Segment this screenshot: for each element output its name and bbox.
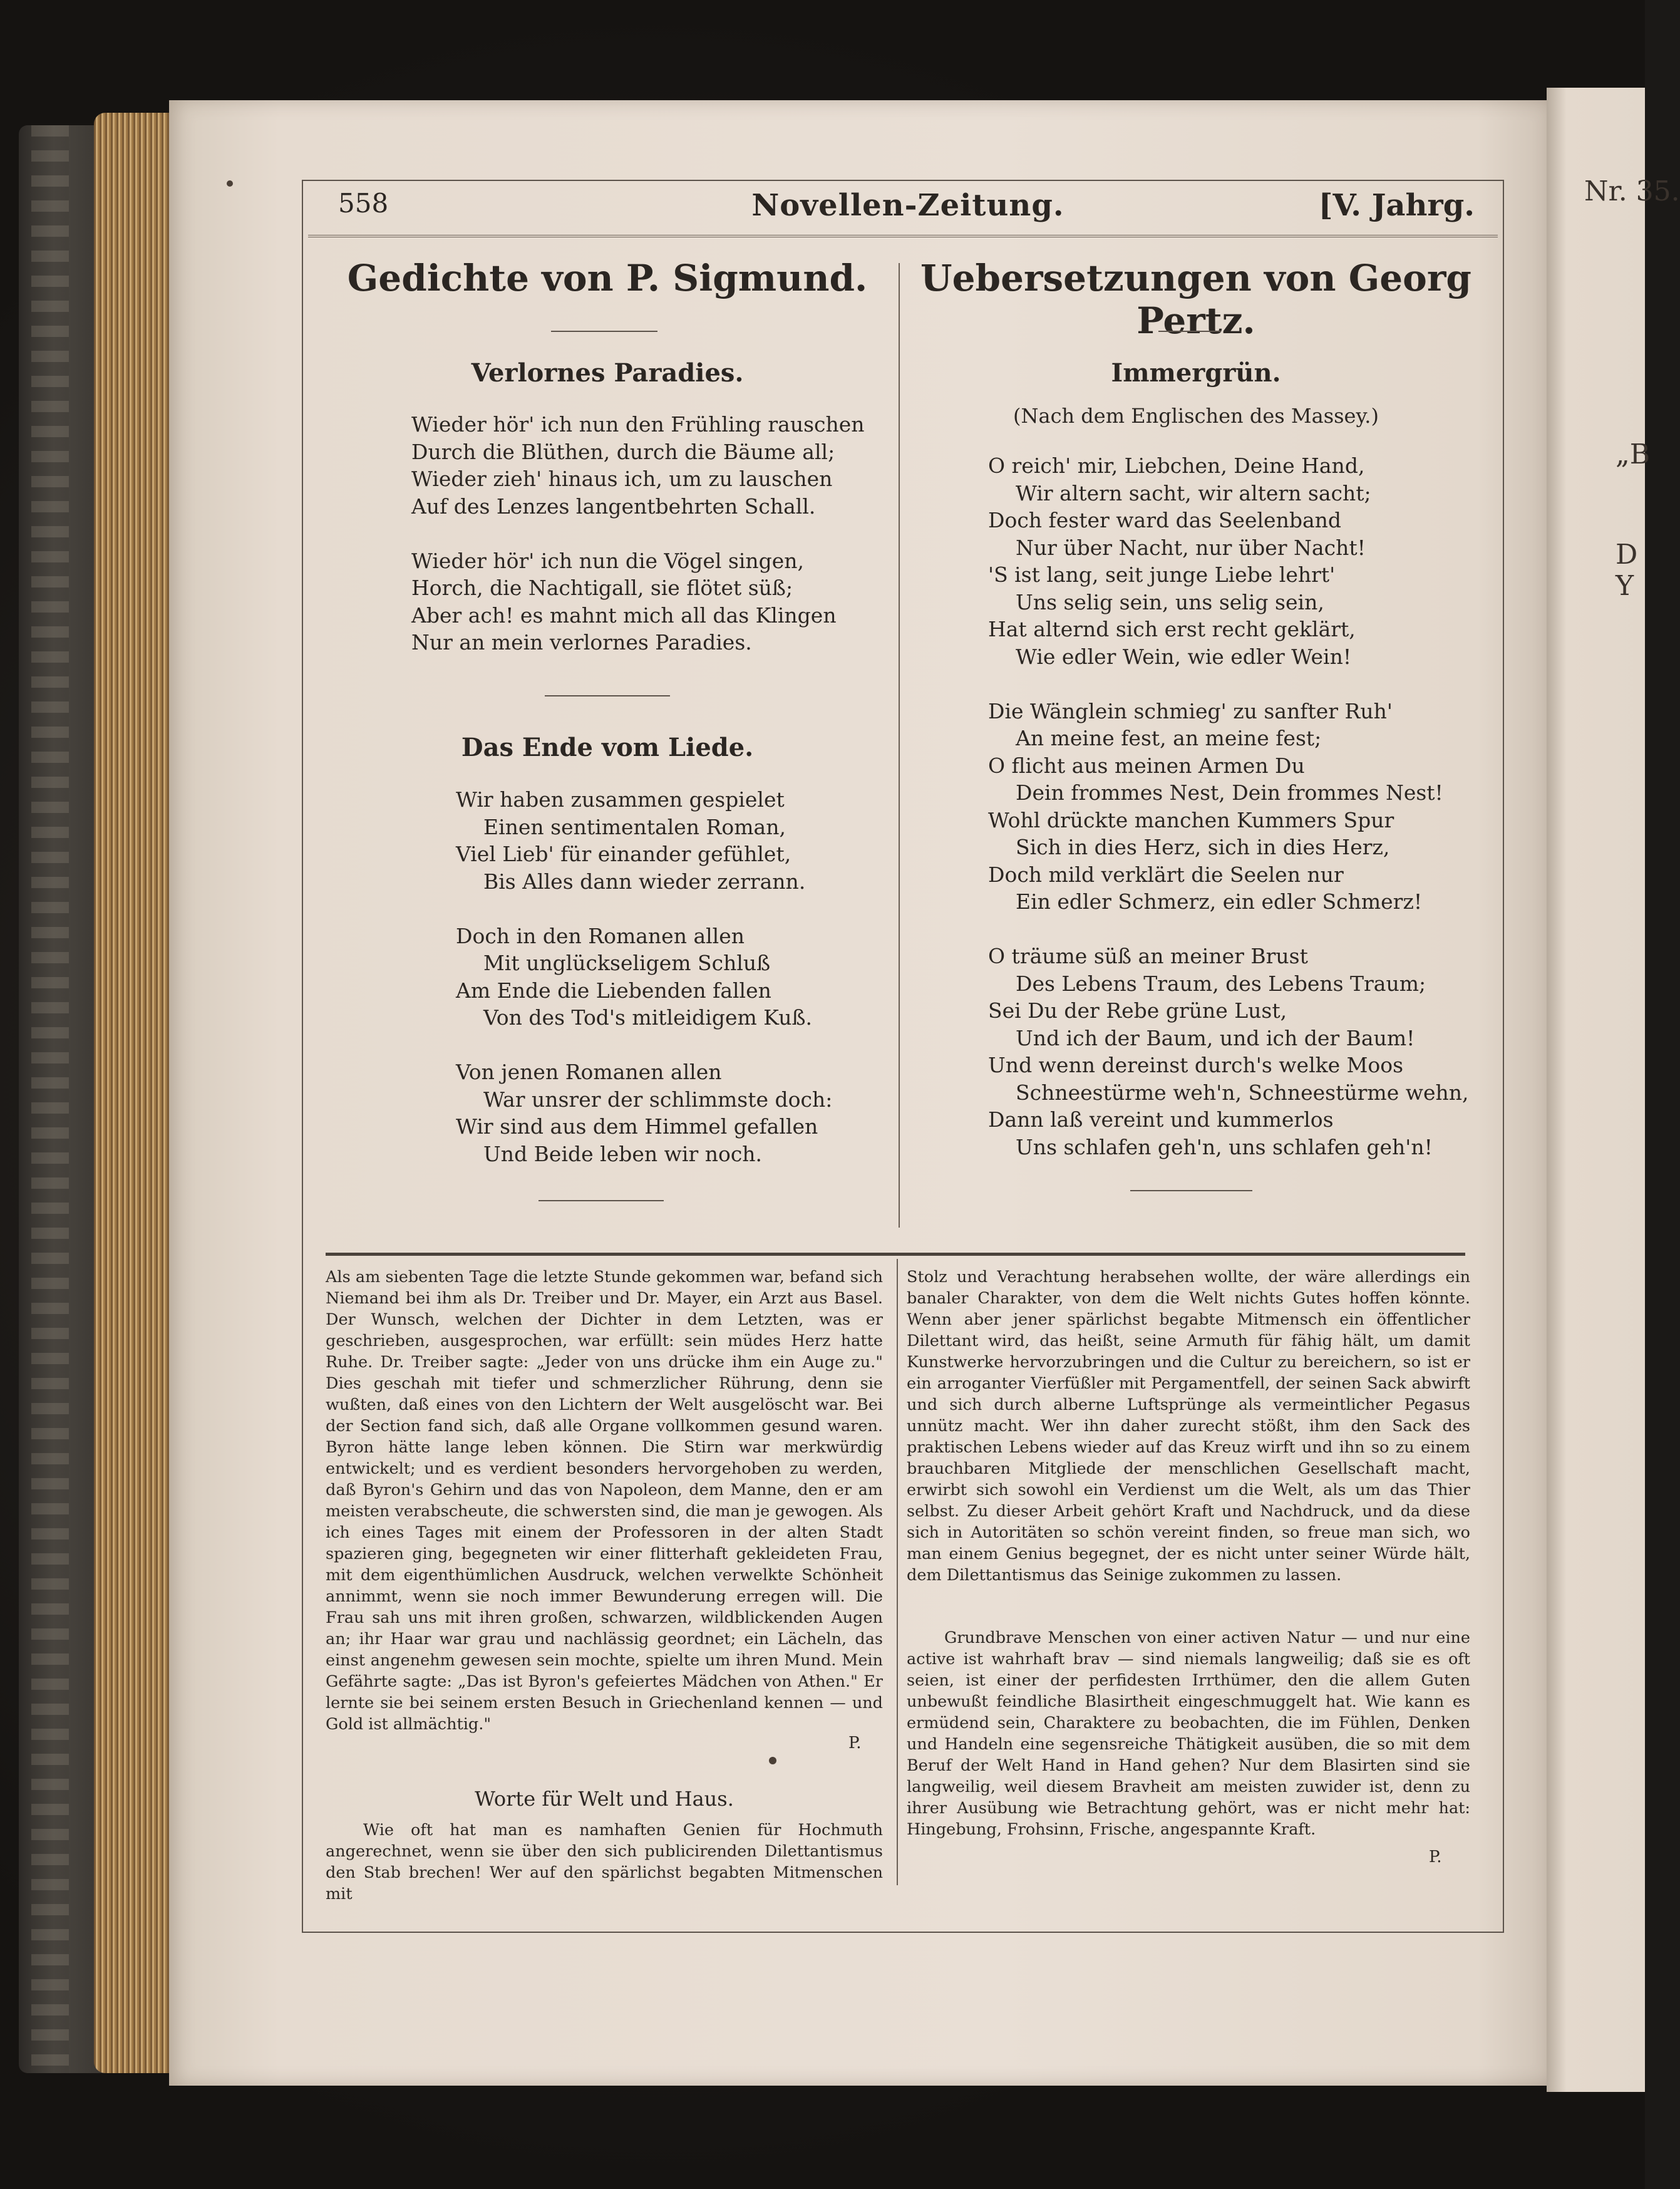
poem-line: Sei Du der Rebe grüne Lust,: [988, 998, 1287, 1023]
poem-title: Immergrün.: [1111, 358, 1281, 388]
poem-verses: [411, 411, 865, 656]
poem-title: Verlornes Paradies.: [471, 358, 744, 388]
poem-line: Die Wänglein schmieg' zu sanfter Ruh': [988, 698, 1393, 723]
poem-line: Nur an mein verlornes Paradies.: [411, 630, 752, 655]
section-title-right: Uebersetzungen von Georg Pertz.: [920, 257, 1471, 342]
poem-line: Schneestürme weh'n, Schneestürme wehn,: [1016, 1080, 1469, 1105]
poem-line: Doch mild verklärt die Seelen nur: [988, 862, 1344, 887]
poem-line: Wieder zieh' hinaus ich, um zu lauschen: [411, 467, 833, 491]
poem-line: Des Lebens Traum, des Lebens Traum;: [1016, 971, 1426, 996]
stanza-break: [456, 1032, 832, 1059]
journal-title: Novellen-Zeitung.: [751, 188, 1064, 223]
poem-line: Hat alternd sich erst recht geklärt,: [988, 617, 1356, 641]
article-paragraph: Stolz und Verachtung herabsehen wollte, der wäre allerdings ein banaler Charakter, von dem die Welt nichts Gutes hoffen könnte. Wenn aber jener spärlichst begabte Mitmensch ein öffentlicher Dilettant wird, das heißt, seine Armuth für fähig hält, um damit Kunstwerke hervorzubringen und die Cultur zu bereichern, so ist er ein arroganter Vierfüßler mit Pergamentfell, der seinen Sack abwirft und sich durch alberne Luftsprünge als vermeintlicher Pegasus unnütz macht. Wer ihn daher zurecht stößt, ihm den Sack des praktischen Lebens wieder auf das Kreuz wirft und ihn so zu einem brauchbaren Mitgliede der menschlichen Gesellschaft macht, erwirbt sich sowohl ein Verdienst um die Welt, als um das Thier selbst. Zu dieser Arbeit gehört Kraft und Nachdruck, und da diese sich in Autoritäten so schön vereint finden, so freue man sich, wo man einem Genius begegnet, der es nicht unter seiner Würde hält, dem Dilettantismus das Seinige zukommen zu lassen.: [907, 1268, 1470, 1585]
poem-line: Wieder hör' ich nun den Frühling rauschen: [411, 412, 865, 437]
ink-spot: [227, 180, 233, 187]
poem-line: Von des Tod's mitleidigem Kuß.: [483, 1005, 813, 1030]
article-paragraph: Als am siebenten Tage die letzte Stunde gekommen war, befand sich Niemand bei ihm als Dr. Treiber und Dr. Mayer, ein Arzt aus Basel. Der Wunsch, welchen der Dichter in dem Letzten, was er geschrieben, ausgesprochen, war erfüllt: sein müdes Herz hatte Ruhe. Dr. Treiber sagte: „Jeder von uns drücke ihm ein Auge zu." Dies geschah mit tiefer und schmerzlicher Rührung, denn sie wußten, daß eines von den Lichtern der Welt ausgelöscht war. Bei der Section fand sich, daß alle Organe vollkommen gesund waren. Byron hätte lange leben können. Die Stirn war merkwürdig entwickelt; und es verdient besonders hervorgehoben zu werden, daß Byron's Gehirn und das von Napoleon, dem Manne, den er am meisten verabscheute, die schwersten sind, die man je gewogen. Als ich eines Tages mit einem der Professoren in der alten Stadt spazieren ging, begegneten wir einer flitterhaft gekleideten Frau, mit dem eigenthümlichen Ausdruck, welchen verwelkte Schönheit annimmt, wenn sie noch immer Bewunderung erregen will. Die Frau sah uns mit ihren großen, schwarzen, wildblickenden Augen an; ihr Haar war grau und nachlässig geordnet; ein Lächeln, das einst angenehm gewesen sein mochte, spielte um ihren Mund. Mein Gefährte sagte: „Das ist Byron's gefeiertes Mädchen von Athen." Er lernte sie bei seinem ersten Besuch in Griechenland kennen — und Gold ist allmächtig.": [326, 1268, 883, 1734]
stanza-break: [411, 520, 865, 547]
poem-line: Wir haben zusammen gespielet: [456, 787, 785, 812]
poem-line: Doch in den Romanen allen: [456, 923, 745, 948]
title-rule: [1158, 331, 1221, 332]
poem-verses: [456, 786, 832, 1167]
poem-line: Viel Lieb' für einander gefühlet,: [456, 842, 791, 866]
poem-subtitle: (Nach dem Englischen des Massey.): [1013, 404, 1379, 428]
poem-line: Nur über Nacht, nur über Nacht!: [1016, 535, 1366, 560]
facing-page-fragment: D: [1616, 539, 1638, 571]
poem-line: O träume süß an meiner Brust: [988, 944, 1308, 968]
poem-line: 'S ist lang, seit junge Liebe lehrt': [988, 562, 1336, 587]
title-rule: [551, 331, 657, 332]
poem-line: O flicht aus meinen Armen Du: [988, 753, 1305, 778]
poem-line: Durch die Blüthen, durch die Bäume all;: [411, 439, 835, 464]
poem-separator: [545, 695, 670, 696]
poem-line: Dein frommes Nest, Dein frommes Nest!: [1016, 780, 1443, 805]
section-heading: Worte für Welt und Haus.: [475, 1787, 734, 1811]
poem-line: Auf des Lenzes langentbehrten Schall.: [411, 494, 816, 519]
page-header: [326, 188, 1490, 225]
poem-line: Horch, die Nachtigall, sie flötet süß;: [411, 576, 793, 600]
column-end-rule: [539, 1200, 664, 1201]
poem-line: Ein edler Schmerz, ein edler Schmerz!: [1016, 889, 1423, 914]
poem-line: Wir altern sacht, wir altern sacht;: [1016, 480, 1371, 505]
poem-line: Wie edler Wein, wie edler Wein!: [1016, 644, 1352, 669]
facing-page-fragment: Y: [1616, 570, 1634, 602]
article-signature: P.: [1429, 1848, 1442, 1866]
poem-line: O reich' mir, Liebchen, Deine Hand,: [988, 453, 1365, 478]
poem-line: Wir sind aus dem Himmel gefallen: [456, 1114, 818, 1139]
page-number: 558: [338, 188, 389, 219]
facing-page: [1547, 88, 1680, 2092]
facing-page-heading: Nr. 35.: [1584, 175, 1680, 207]
facing-page-fragment: „B: [1616, 438, 1651, 470]
section-title-left: Gedichte von P. Sigmund.: [347, 257, 868, 299]
column-divider: [899, 263, 900, 1228]
poem-verses: [988, 452, 1469, 1161]
section-rule: [326, 1253, 1465, 1256]
poem-line: War unsrer der schlimmste doch:: [483, 1087, 833, 1112]
poem-line: Aber ach! es mahnt mich all das Klingen: [411, 603, 837, 628]
poem-line: Und Beide leben wir noch.: [483, 1141, 763, 1166]
poem-line: Wieder hör' ich nun die Vögel singen,: [411, 548, 805, 573]
poem-line: Bis Alles dann wieder zerrann.: [483, 869, 806, 894]
poem-line: Sich in dies Herz, sich in dies Herz,: [1016, 835, 1390, 859]
poem-line: Dann laß vereint und kummerlos: [988, 1107, 1334, 1132]
book-cover: [19, 125, 106, 2073]
poem-line: Einen sentimentalen Roman,: [483, 814, 786, 839]
poem-line: Doch fester ward das Seelenband: [988, 508, 1341, 532]
poem-line: Am Ende die Liebenden fallen: [456, 978, 771, 1003]
page-edges: [94, 113, 182, 2073]
poem-line: Wohl drückte manchen Kummers Spur: [988, 807, 1394, 832]
poem-line: Und ich der Baum, und ich der Baum!: [1016, 1025, 1415, 1050]
stanza-break: [456, 895, 832, 923]
poem-line: Von jenen Romanen allen: [456, 1060, 722, 1084]
column-divider: [897, 1259, 898, 1885]
article-paragraph: Grundbrave Menschen von einer activen Natur — und nur eine active ist wahrhaft brav — sind niemals langweilig; daß sie es oft seien, ist einer der perfidesten Irrthümer, den die allem Guten unbewußt feindliche Blasirtheit eingeschmuggelt hat. Wie kann es ermüdend sein, Charaktere zu beobachten, die im Fühlen, Denken und Handeln eine segensreiche Thätigkeit ausüben, die so mit dem Beruf der Welt Hand in Hand gehen? Nur dem Blasirten sind sie langweilig, weil diesem Bravheit am meisten zuwider ist, denn zu ihrer Ausübung wie Betrachtung gehört, was er nicht mehr hat: Hingebung, Frohsinn, Frische, angespannte Kraft.: [907, 1628, 1470, 1839]
article-signature: P.: [848, 1734, 862, 1752]
poem-title: Das Ende vom Liede.: [461, 733, 754, 762]
stanza-break: [988, 916, 1469, 943]
volume-year: [V. Jahrg.: [1318, 188, 1475, 223]
poem-line: Und wenn dereinst durch's welke Moos: [988, 1053, 1404, 1077]
header-rule: [308, 235, 1498, 237]
poem-line: Uns schlafen geh'n, uns schlafen geh'n!: [1016, 1134, 1433, 1159]
stanza-break: [988, 670, 1469, 698]
poem-line: Mit unglückseligem Schluß: [483, 951, 771, 975]
ink-spot: [769, 1757, 776, 1764]
poem-line: An meine fest, an meine fest;: [1016, 726, 1322, 750]
article-paragraph: Wie oft hat man es namhaften Genien für Hochmuth angerechnet, wenn sie über den sich publicirenden Dilettantismus den Stab brechen! Wer auf den spärlichst begabten Mitmenschen mit: [326, 1821, 883, 1903]
column-end-rule: [1130, 1190, 1252, 1191]
poem-line: Uns selig sein, uns selig sein,: [1016, 589, 1324, 614]
